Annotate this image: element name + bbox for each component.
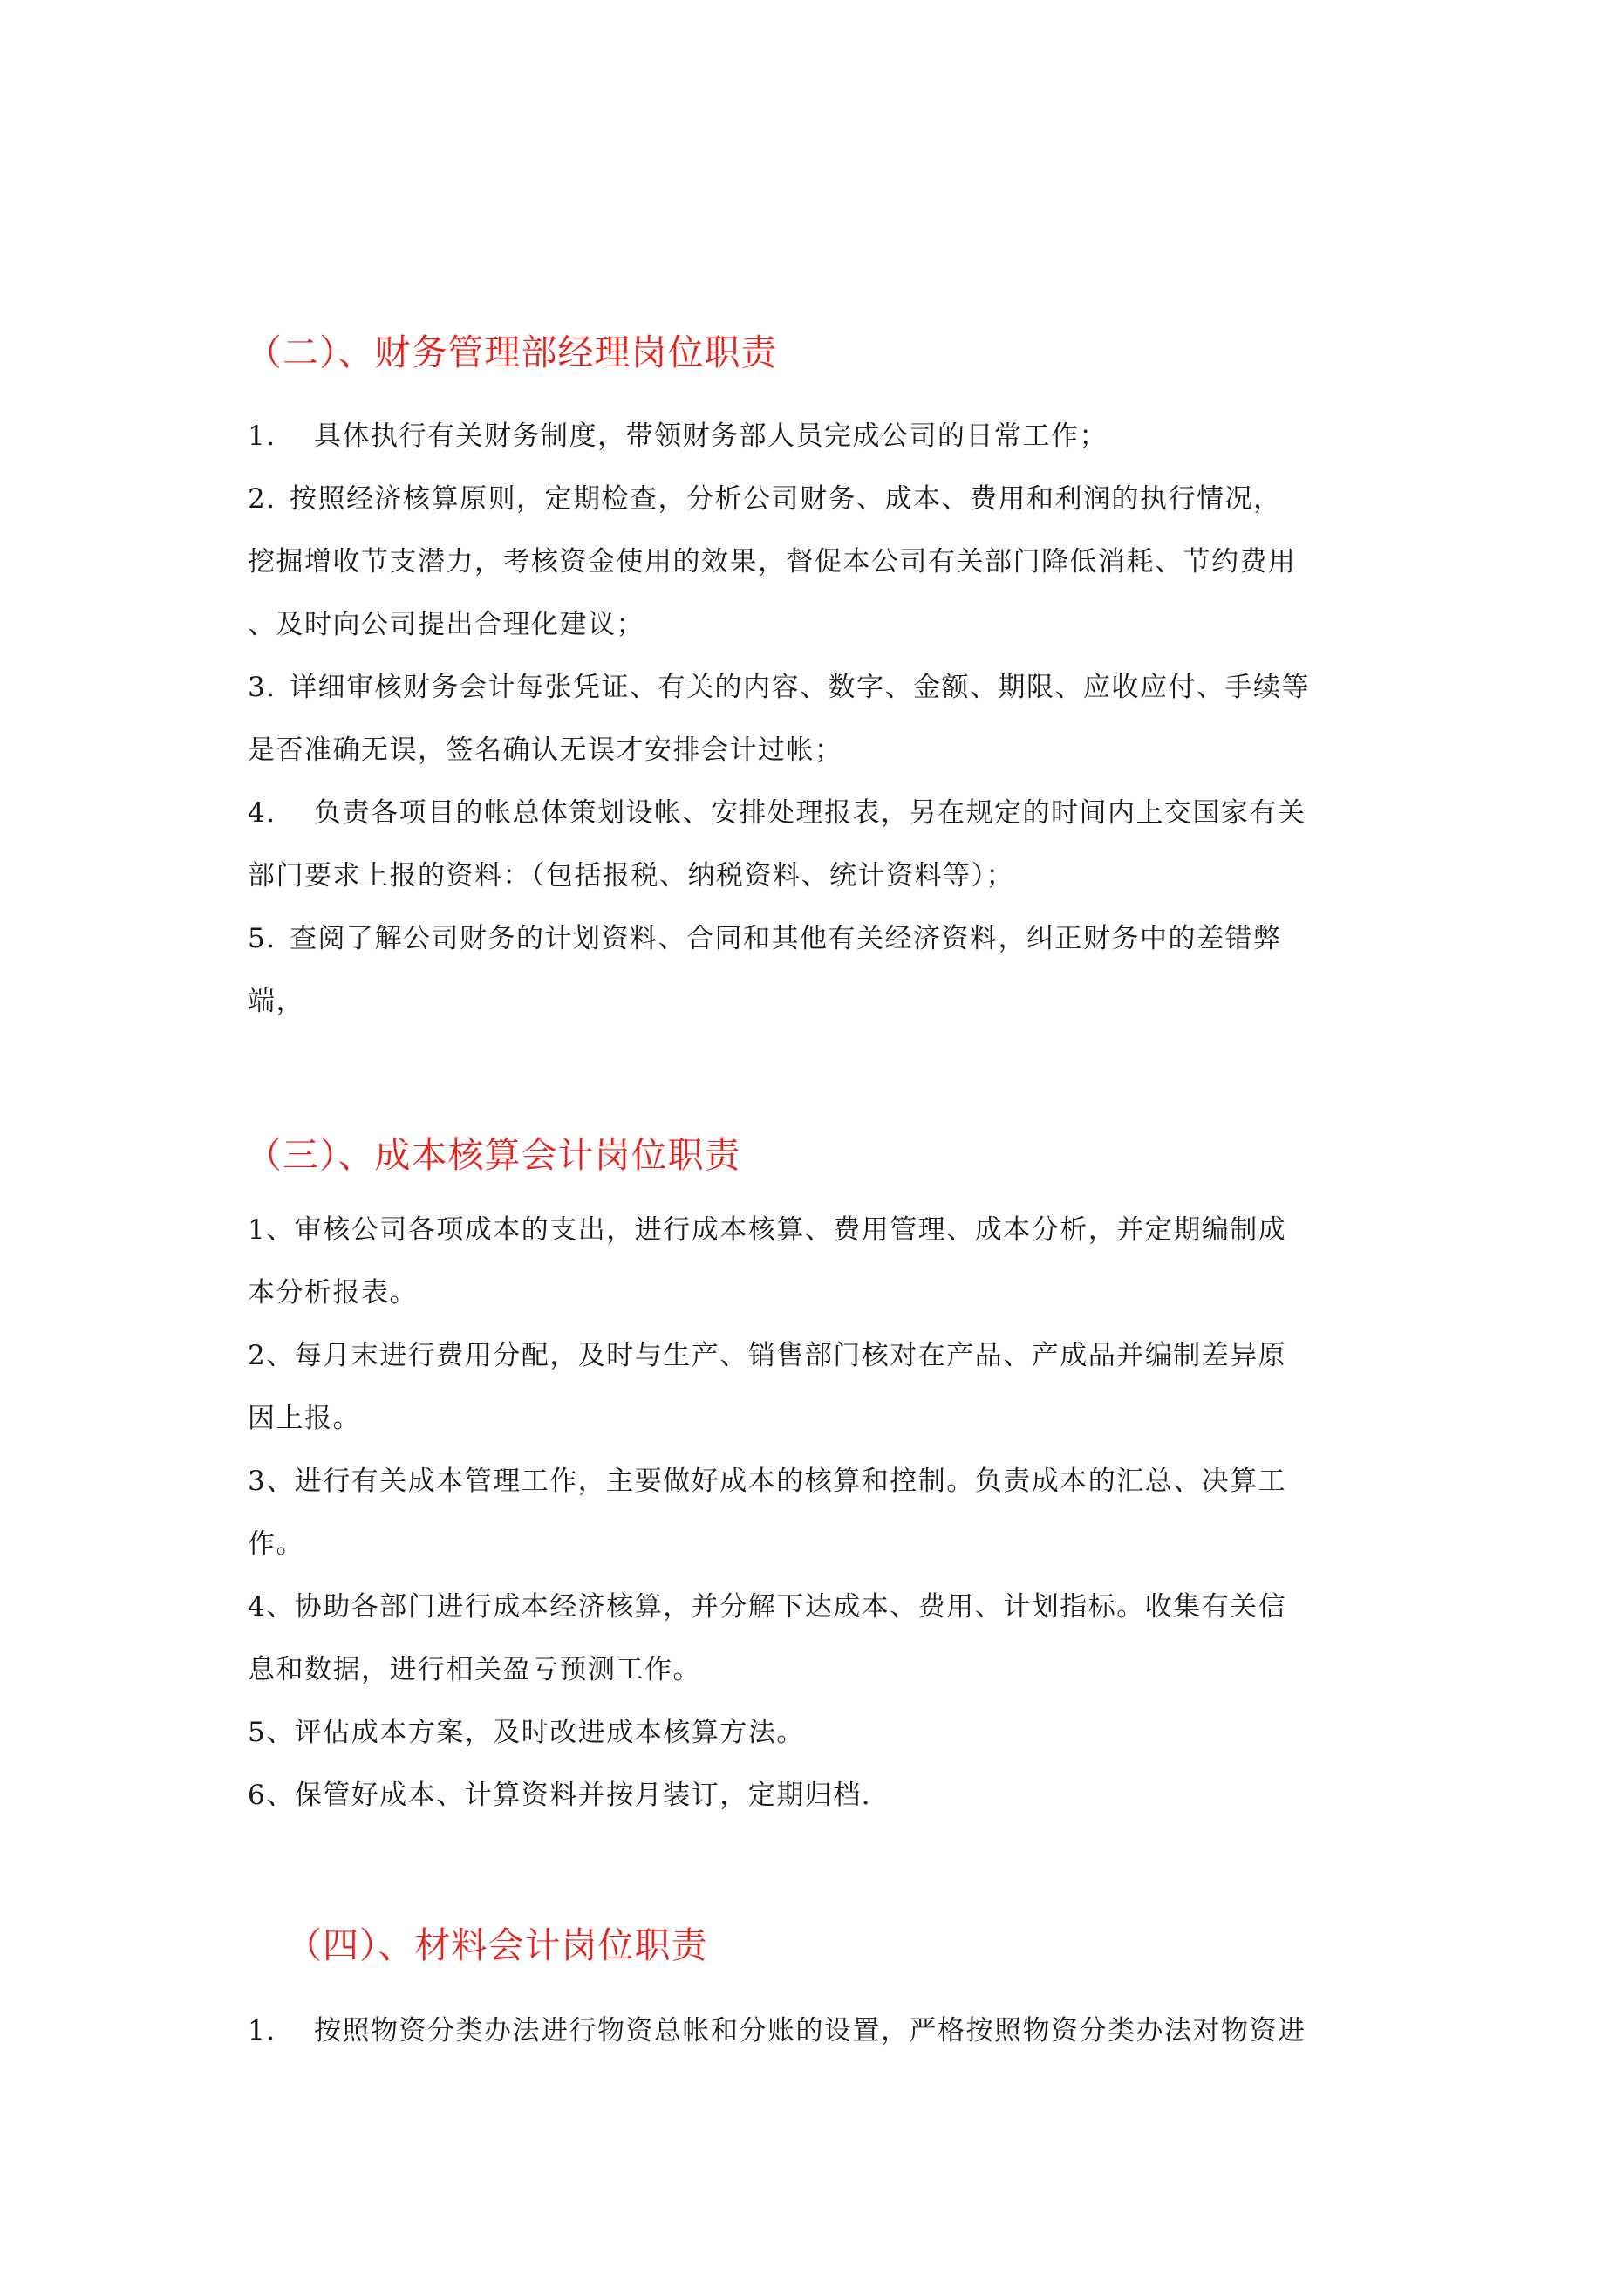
list-item <box>248 921 1282 956</box>
section-heading-material-accounting: （四）、材料会计岗位职责 <box>286 1924 708 1966</box>
item-text: 按照物资分类办法进行物资总帐和分账的设置，严格按照物资分类办法对物资进 <box>314 2015 1306 2047</box>
list-item <box>248 482 1282 516</box>
item-text-continued: 息和数据，进行相关盈亏预测工作。 <box>248 1654 701 1685</box>
list-item: 1、审核公司各项成本的支出，进行成本核算、费用管理、成本分析，并定期编制成 <box>248 1214 1287 1246</box>
item-number: 5. <box>248 923 276 954</box>
item-text: 具体执行有关财务制度，带领财务部人员完成公司的日常工作； <box>314 420 1108 452</box>
section-heading-finance-manager: （二）、财务管理部经理岗位职责 <box>246 331 778 373</box>
item-text-continued: 因上报。 <box>248 1403 361 1434</box>
item-text: 按照经济核算原则，定期检查，分析公司财务、成本、费用和利润的执行情况， <box>290 483 1282 515</box>
item-text: 负责各项目的帐总体策划设帐、安排处理报表，另在规定的时间内上交国家有关 <box>314 797 1306 829</box>
list-item <box>248 670 1310 705</box>
list-item: 4、协助各部门进行成本经济核算，并分解下达成本、费用、计划指标。收集有关信 <box>248 1591 1287 1623</box>
item-number: 3. <box>248 672 276 703</box>
section-heading-cost-accounting: （三）、成本核算会计岗位职责 <box>246 1134 741 1176</box>
item-text-continued: 本分析报表。 <box>248 1277 418 1309</box>
list-item <box>248 2013 1306 2048</box>
item-text: 查阅了解公司财务的计划资料、合同和其他有关经济资料，纠正财务中的差错弊 <box>290 923 1282 954</box>
item-text: 详细审核财务会计每张凭证、有关的内容、数字、金额、期限、应收应付、手续等 <box>290 672 1310 703</box>
item-number: 1. <box>248 420 276 452</box>
item-text-continued: 是否准确无误，签名确认无误才安排会计过帐； <box>248 735 843 766</box>
item-text-continued: 端， <box>248 986 304 1017</box>
item-text-continued: 挖掘增收节支潜力，考核资金使用的效果，督促本公司有关部门降低消耗、节约费用 <box>248 546 1297 577</box>
item-number: 1. <box>248 2015 276 2047</box>
list-item: 5、评估成本方案，及时改进成本核算方法。 <box>248 1717 805 1748</box>
list-item: 6、保管好成本、计算资料并按月装订，定期归档. <box>248 1780 872 1811</box>
item-text-continued: 部门要求上报的资料：（包括报税、纳税资料、统计资料等）； <box>248 860 1014 892</box>
item-text-continued: 、及时向公司提出合理化建议； <box>248 609 644 640</box>
list-item: 2、每月末进行费用分配，及时与生产、销售部门核对在产品、产成品并编制差异原 <box>248 1340 1287 1371</box>
list-item: 3、进行有关成本管理工作，主要做好成本的核算和控制。负责成本的汇总、决算工 <box>248 1466 1287 1497</box>
item-text-continued: 作。 <box>248 1528 304 1560</box>
list-item <box>248 796 1306 830</box>
item-number: 2. <box>248 483 276 515</box>
item-number: 4. <box>248 797 276 829</box>
list-item <box>248 419 1108 454</box>
